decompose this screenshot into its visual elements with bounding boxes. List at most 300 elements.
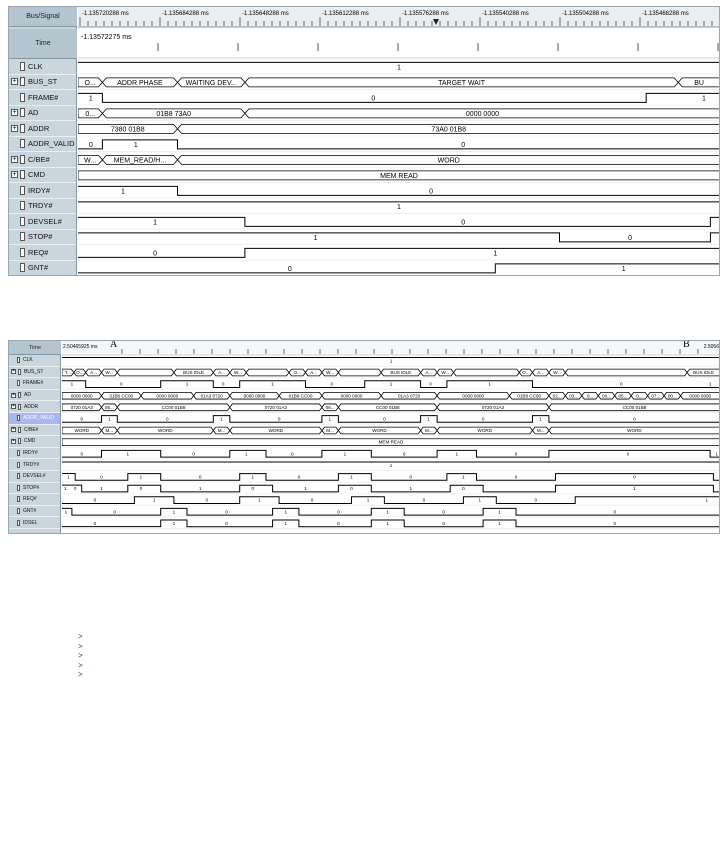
signal-value-label: 0: [192, 451, 195, 457]
signal-value-label: 0: [93, 520, 97, 526]
bus-value-label: 31B8 CC00: [109, 393, 134, 399]
signal-row-bus-st[interactable]: [9, 75, 76, 91]
bus-value-label: 00...: [602, 393, 611, 399]
signal-name-label: ADDR_VALID: [23, 415, 55, 422]
signal-trace: [78, 233, 720, 242]
signal-value-label: 0: [310, 497, 314, 503]
ruler-time-label: -1.135648288 ms: [242, 11, 289, 17]
signal-trace: [78, 93, 720, 102]
bus-value-label: 0720 01A3: [264, 404, 287, 410]
signal-visibility-box-icon[interactable]: [20, 186, 25, 195]
time-row-label: Time: [35, 40, 51, 47]
signal-visibility-box-icon[interactable]: [17, 473, 20, 479]
signal-name-label: ADDR: [24, 403, 39, 410]
signal-value-label: 0: [225, 520, 228, 526]
expand-plus-icon[interactable]: +: [12, 171, 17, 179]
bus-value-label: W...: [105, 370, 114, 376]
signal-value-label: 0: [297, 474, 301, 480]
signal-row-devsel[interactable]: [9, 471, 60, 483]
signal-visibility-box-icon[interactable]: [20, 170, 25, 179]
signal-value-label: 1: [126, 451, 130, 457]
ruler-time-label: -1.135504288 ms: [562, 11, 609, 17]
signal-row-bus-st[interactable]: [9, 367, 60, 379]
link-chevron[interactable]: >: [78, 660, 83, 670]
signal-value-label: 1: [705, 497, 709, 503]
bus-value-label: 01B8 CC00: [517, 393, 542, 399]
link-chevron[interactable]: >: [78, 641, 83, 651]
signal-visibility-box-icon[interactable]: [20, 62, 25, 71]
signal-visibility-box-icon[interactable]: [20, 124, 25, 133]
signal-value-label: 0: [73, 486, 77, 492]
signal-row-stop[interactable]: [9, 230, 76, 246]
bus-value-label: 06...: [325, 404, 335, 410]
signal-name-label: GNT#: [23, 508, 37, 515]
signal-row-cmd[interactable]: [9, 436, 60, 448]
expand-plus-icon[interactable]: +: [12, 124, 17, 132]
signal-name-label: FRAME#: [28, 92, 59, 102]
signal-value-label: 0: [628, 234, 633, 242]
bus-value-label: WORD: [477, 428, 493, 434]
signal-value-label: 1: [258, 497, 261, 503]
bus-value-label: M...: [217, 428, 226, 434]
link-chevron[interactable]: >: [78, 670, 83, 679]
signal-value-label: 1: [284, 509, 288, 515]
bus-value-label: 0000 0000: [156, 393, 179, 399]
signal-trace: [78, 140, 720, 149]
signal-value-label: 1: [493, 250, 498, 258]
signal-name-label: C/BE#: [24, 426, 39, 433]
signal-value-label: 0: [139, 486, 143, 492]
signal-visibility-box-icon[interactable]: [17, 357, 20, 363]
bus-value-label: BUS IDLE: [693, 370, 715, 376]
signal-trace: [78, 248, 720, 257]
signal-row-idsel[interactable]: [9, 517, 60, 529]
signal-value-label: 1: [397, 64, 401, 72]
signal-value-label: 0: [100, 474, 103, 480]
ruler-time-label: -1.135684288 ms: [162, 11, 209, 17]
signal-value-label: 1: [139, 474, 143, 480]
signal-row-irdy[interactable]: [9, 448, 60, 460]
marker-b-label[interactable]: B: [683, 340, 690, 350]
bus-value-label: 0720 01A3: [70, 404, 93, 410]
ruler-time-label: -1.135576288 ms: [402, 11, 449, 17]
signal-value-label: 1: [313, 234, 318, 242]
signal-visibility-box-icon[interactable]: [18, 369, 21, 375]
signal-row-irdy[interactable]: [9, 183, 76, 199]
bus-value-label: TARGET WAIT: [438, 79, 486, 87]
signal-value-label: 1: [64, 509, 68, 515]
signal-trace: [62, 508, 720, 515]
signal-name-label: DEVSEL#: [28, 216, 62, 226]
signal-value-label: 1: [397, 203, 401, 211]
bus-value-label: A...: [310, 370, 318, 376]
bus-value-label: 0...: [636, 393, 643, 399]
bus-value-label: CC00 01B8: [375, 404, 400, 410]
signal-value-label: 0: [80, 416, 84, 422]
signal-value-label: 0: [221, 381, 225, 387]
signal-row-stop[interactable]: [9, 483, 60, 495]
signal-value-label: 0: [613, 520, 617, 526]
signal-value-label: 0: [462, 486, 465, 492]
signal-trace: [78, 217, 720, 226]
signal-value-label: 1: [389, 358, 393, 364]
bus-value-label: 01A3 0720: [200, 393, 223, 399]
bus-value-label: WORD: [158, 428, 173, 434]
signal-value-label: 1: [498, 509, 501, 515]
bus-value-label: BU: [694, 79, 705, 87]
signal-value-label: 0: [461, 219, 466, 227]
signal-value-label: 0: [93, 497, 97, 503]
signal-visibility-box-icon[interactable]: [20, 248, 25, 257]
signal-name-label: BUS_ST: [28, 77, 58, 87]
signal-name-label: CLK: [23, 357, 33, 364]
signal-name-label: ADDR: [28, 123, 50, 133]
signal-visibility-box-icon[interactable]: [20, 77, 25, 86]
signal-value-label: 0: [613, 509, 617, 515]
signal-value-label: 1: [389, 381, 393, 387]
bus-value-label: M...: [536, 428, 545, 434]
signal-value-label: 1: [478, 497, 482, 503]
signal-trace: [62, 485, 720, 492]
ruler-time-label: -1.135540288 ms: [482, 11, 529, 17]
signal-value-label: 0: [409, 474, 413, 480]
signal-name-label: REQ#: [23, 496, 37, 503]
bus-value-label: BUS IDLE: [390, 370, 412, 376]
bus-value-label: W...: [234, 370, 242, 376]
bus-segment: [565, 369, 687, 376]
signal-visibility-box-icon[interactable]: [17, 380, 20, 386]
signal-value-label: 0: [80, 451, 84, 457]
signal-value-label: 0: [429, 381, 432, 387]
signal-value-label: 1: [153, 219, 157, 227]
signal-value-label: 0: [350, 486, 353, 492]
signal-value-label: 0: [287, 265, 292, 273]
signal-name-label: TRDY#: [28, 201, 53, 211]
signal-visibility-box-icon[interactable]: [20, 217, 25, 226]
signal-row-addr-valid[interactable]: [9, 137, 76, 153]
signal-visibility-box-icon[interactable]: [17, 462, 20, 468]
expand-plus-icon[interactable]: +: [12, 109, 17, 117]
signal-value-label: 0: [514, 474, 518, 480]
signal-value-label: 0: [429, 188, 434, 196]
signal-value-label: 1: [120, 188, 125, 196]
bus-value-label: BUS IDLE: [183, 370, 205, 376]
bus-value-label: MEM_READ/H...: [113, 157, 167, 165]
signal-value-label: 0: [514, 451, 518, 457]
waveform-area[interactable]: [78, 7, 720, 276]
signal-value-label: 0: [402, 451, 406, 457]
bus-value-label: 0720 01A3: [481, 404, 505, 410]
signal-value-label: 1: [251, 474, 255, 480]
signal-name-column: [9, 7, 77, 275]
bus-value-label: MEM READ: [378, 439, 404, 445]
signal-visibility-box-icon[interactable]: [20, 201, 25, 210]
signal-value-label: 1: [64, 486, 67, 492]
signal-value-label: 1: [488, 381, 491, 387]
bus-signal-header: [9, 7, 77, 27]
bus-value-label: 05...: [618, 393, 628, 399]
signal-visibility-box-icon[interactable]: [17, 508, 20, 514]
bus-value-label: WAITING DEV...: [185, 79, 237, 87]
signal-value-label: 0: [88, 141, 93, 149]
signal-value-label: 1: [633, 486, 636, 492]
expand-plus-icon[interactable]: +: [12, 437, 15, 444]
ruler-time-label: -1.135612288 ms: [322, 11, 369, 17]
signal-row-c-be[interactable]: [9, 425, 60, 437]
signal-row-req[interactable]: [9, 494, 60, 506]
signal-row-ad[interactable]: [9, 106, 76, 122]
signal-visibility-box-icon[interactable]: [20, 232, 25, 241]
signal-visibility-box-icon[interactable]: [20, 93, 25, 102]
bus-value-label: 73A0 01B8: [431, 126, 467, 134]
bus-value-label: WORD: [437, 157, 460, 165]
link-list: [78, 632, 83, 680]
signal-value-label: 1: [284, 520, 288, 526]
bus-segment: [246, 369, 289, 376]
signal-value-label: 1: [386, 520, 389, 526]
signal-name-label: CMD: [28, 170, 46, 180]
signal-row-frame[interactable]: [9, 90, 76, 106]
signal-row-req[interactable]: [9, 245, 76, 261]
bus-value-label: WORD: [268, 428, 284, 434]
expand-plus-icon[interactable]: +: [12, 368, 15, 375]
bus-value-label: A...: [425, 370, 433, 376]
waveform-area[interactable]: [62, 341, 720, 534]
signal-value-label: 1: [708, 381, 712, 387]
bus-value-label: 0...: [586, 393, 594, 399]
signal-visibility-box-icon[interactable]: [20, 108, 25, 117]
signal-name-label: GNT#: [28, 263, 49, 273]
bus-value-label: 07...: [651, 393, 661, 399]
bus-value-label: 0000 0000: [243, 393, 266, 399]
bus-value-label: 0000 0000: [689, 393, 712, 399]
signal-row-gnt[interactable]: [9, 261, 76, 277]
ruler-time-label: -1.135468288 ms: [642, 11, 689, 17]
bus-value-label: A...: [90, 370, 98, 376]
signal-value-label: 0: [371, 95, 376, 103]
signal-value-label: 1: [389, 462, 393, 468]
signal-value-label: 0: [534, 497, 538, 503]
signal-row-addr[interactable]: [9, 401, 60, 413]
signal-visibility-box-icon[interactable]: [17, 415, 20, 421]
bus-value-label: O...: [76, 370, 84, 376]
signal-value-label: 1: [185, 381, 189, 387]
link-chevron[interactable]: >: [78, 651, 83, 660]
signal-row-devsel[interactable]: [9, 214, 76, 230]
signal-row-addr-valid[interactable]: [9, 413, 60, 425]
signal-value-label: 0: [165, 416, 169, 422]
signal-value-label: 0: [330, 381, 334, 387]
signal-name-label: IRDY#: [28, 185, 51, 195]
signal-visibility-box-icon[interactable]: [18, 392, 21, 398]
bus-value-label: 01B8 73A0: [156, 110, 191, 118]
signal-row-clk[interactable]: [9, 355, 60, 367]
bus-value-label: 02...: [552, 393, 562, 399]
signal-value-label: 1: [455, 451, 459, 457]
bus-segment: [117, 369, 174, 376]
signal-value-label: 1: [108, 416, 111, 422]
waveform-viewer-bottom: [8, 340, 720, 534]
bus-value-label: M...: [105, 428, 114, 434]
signal-row-clk[interactable]: [9, 59, 76, 75]
signal-visibility-box-icon[interactable]: [17, 450, 20, 456]
signal-trace: [62, 520, 720, 527]
signal-value-label: 0: [225, 509, 228, 515]
signal-value-label: 0: [442, 509, 445, 515]
signal-name-label: IRDY#: [23, 450, 38, 457]
waveform-viewer-top: [8, 6, 720, 276]
signal-visibility-box-icon[interactable]: [18, 427, 21, 433]
bus-value-label: WORD: [627, 428, 642, 434]
bus-segment: [454, 369, 520, 376]
signal-value-label: 1: [715, 451, 718, 457]
bus-value-label: W...: [326, 370, 335, 376]
signal-value-label: 0: [620, 381, 623, 387]
signal-name-label: STOP#: [23, 484, 40, 491]
signal-name-column: [9, 341, 61, 533]
signal-name-label: REQ#: [28, 247, 49, 257]
signal-row-frame[interactable]: [9, 378, 60, 390]
signal-value-label: 1: [172, 520, 176, 526]
signal-row-c-be[interactable]: [9, 152, 76, 168]
time-row-header: [9, 341, 61, 355]
bus-value-label: O...: [84, 79, 96, 87]
signal-value-label: 1: [539, 416, 542, 422]
bus-value-label: 0000 0000: [462, 393, 485, 399]
signal-trace: [62, 416, 720, 423]
bus-value-label: 05...: [104, 404, 114, 410]
signal-value-label: 1: [366, 497, 370, 503]
bus-value-label: 01B8 CC00: [288, 393, 313, 399]
bus-value-label: 0000 0000: [70, 393, 93, 399]
signal-value-label: 0: [198, 474, 202, 480]
signal-value-label: 0: [633, 474, 636, 480]
bus-signal-header-label: Bus/Signal: [26, 13, 60, 20]
signal-value-label: 0: [442, 520, 445, 526]
signal-visibility-box-icon[interactable]: [20, 139, 25, 148]
signal-value-label: 1: [172, 509, 176, 515]
time-ruler: [62, 341, 720, 355]
bus-value-label: W...: [441, 370, 450, 376]
cursor-time-readout: 2.50465925 ms: [63, 344, 98, 350]
bus-value-label: O...: [522, 370, 530, 376]
bus-value-label: WORD: [74, 428, 90, 434]
bus-value-label: WORD: [372, 428, 387, 434]
signal-value-label: 1: [88, 95, 93, 103]
bus-value-label: M...: [326, 428, 334, 434]
signal-value-label: 1: [133, 141, 138, 149]
expand-plus-icon[interactable]: +: [12, 78, 17, 86]
signal-value-label: 1: [304, 486, 307, 492]
expand-plus-icon[interactable]: +: [12, 155, 17, 163]
signal-name-label: IDSEL: [23, 519, 38, 526]
time-row-header: [9, 29, 77, 59]
ruler-time-label: -1.135720288 ms: [82, 11, 129, 17]
bus-value-label: T...: [64, 370, 71, 376]
signal-row-addr[interactable]: [9, 121, 76, 137]
signal-value-label: 1: [409, 486, 413, 492]
marker-a-label[interactable]: A: [110, 340, 118, 350]
signal-visibility-box-icon[interactable]: [17, 496, 20, 502]
signal-row-cmd[interactable]: [9, 168, 76, 184]
signal-value-label: 0: [383, 416, 386, 422]
signal-row-ad[interactable]: [9, 390, 60, 402]
link-chevron[interactable]: >: [78, 632, 83, 641]
signal-value-label: 0: [251, 486, 255, 492]
signal-value-label: 0: [337, 520, 340, 526]
signal-row-trdy[interactable]: [9, 199, 76, 215]
signal-value-label: 1: [427, 416, 430, 422]
signal-name-label: FRAME#: [23, 380, 44, 387]
signal-value-label: 0: [422, 497, 426, 503]
bus-value-label: 0000 0000: [465, 110, 500, 118]
signal-value-label: 1: [100, 486, 103, 492]
signal-name-label: TRDY#: [23, 461, 40, 468]
signal-value-label: 1: [271, 381, 274, 387]
signal-visibility-box-icon[interactable]: [18, 404, 21, 410]
signal-value-label: 1: [386, 509, 389, 515]
signal-visibility-box-icon[interactable]: [20, 263, 25, 272]
expand-plus-icon[interactable]: +: [12, 426, 15, 433]
bus-value-label: A...: [218, 370, 226, 376]
bus-value-label: W...: [553, 370, 562, 376]
signal-value-label: 1: [350, 474, 353, 480]
signal-value-label: 0: [291, 451, 294, 457]
signal-value-label: 0: [481, 416, 485, 422]
signal-value-label: 0: [461, 141, 466, 149]
signal-name-label: ADDR_VALID: [28, 139, 75, 149]
signal-visibility-box-icon[interactable]: [17, 520, 20, 526]
bus-value-label: 01A3 0720: [397, 393, 421, 399]
signal-name-label: CLK: [28, 61, 43, 71]
signal-value-label: 0: [626, 451, 630, 457]
signal-value-label: 0: [277, 416, 281, 422]
signal-value-label: 1: [219, 416, 223, 422]
signal-row-gnt[interactable]: [9, 506, 60, 518]
ruler-time-label: 2.5056: [703, 344, 719, 350]
signal-value-label: 0: [113, 509, 116, 515]
signal-name-label: AD: [28, 108, 39, 118]
signal-value-label: 1: [328, 416, 332, 422]
expand-plus-icon[interactable]: +: [12, 391, 15, 398]
signal-value-label: 0: [119, 381, 123, 387]
signal-value-label: 1: [701, 95, 706, 103]
signal-value-label: 0: [633, 416, 636, 422]
bus-segment: [338, 369, 381, 376]
expand-plus-icon[interactable]: +: [12, 403, 15, 410]
signal-trace: [62, 450, 720, 457]
signal-row-trdy[interactable]: [9, 459, 60, 471]
signal-value-label: 0: [153, 250, 157, 258]
bus-value-label: CC00 01B8: [622, 404, 647, 410]
signal-value-label: 1: [498, 520, 501, 526]
signal-trace: [62, 497, 720, 504]
bus-value-label: 00...: [667, 393, 677, 399]
signal-value-label: 0: [205, 497, 209, 503]
signal-value-label: 1: [152, 497, 156, 503]
signal-value-label: 1: [621, 265, 626, 273]
signal-value-label: 1: [343, 451, 347, 457]
signal-visibility-box-icon[interactable]: [17, 485, 20, 491]
bus-value-label: MEM READ: [380, 172, 418, 180]
bus-value-label: O...: [293, 370, 301, 376]
bus-value-label: W...: [84, 157, 97, 165]
signal-value-label: 1: [198, 486, 202, 492]
signal-visibility-box-icon[interactable]: [20, 155, 25, 164]
signal-visibility-box-icon[interactable]: [18, 438, 21, 444]
cursor-time-readout: -1.13572275 ms: [81, 34, 132, 41]
time-row-label: Time: [28, 344, 42, 351]
